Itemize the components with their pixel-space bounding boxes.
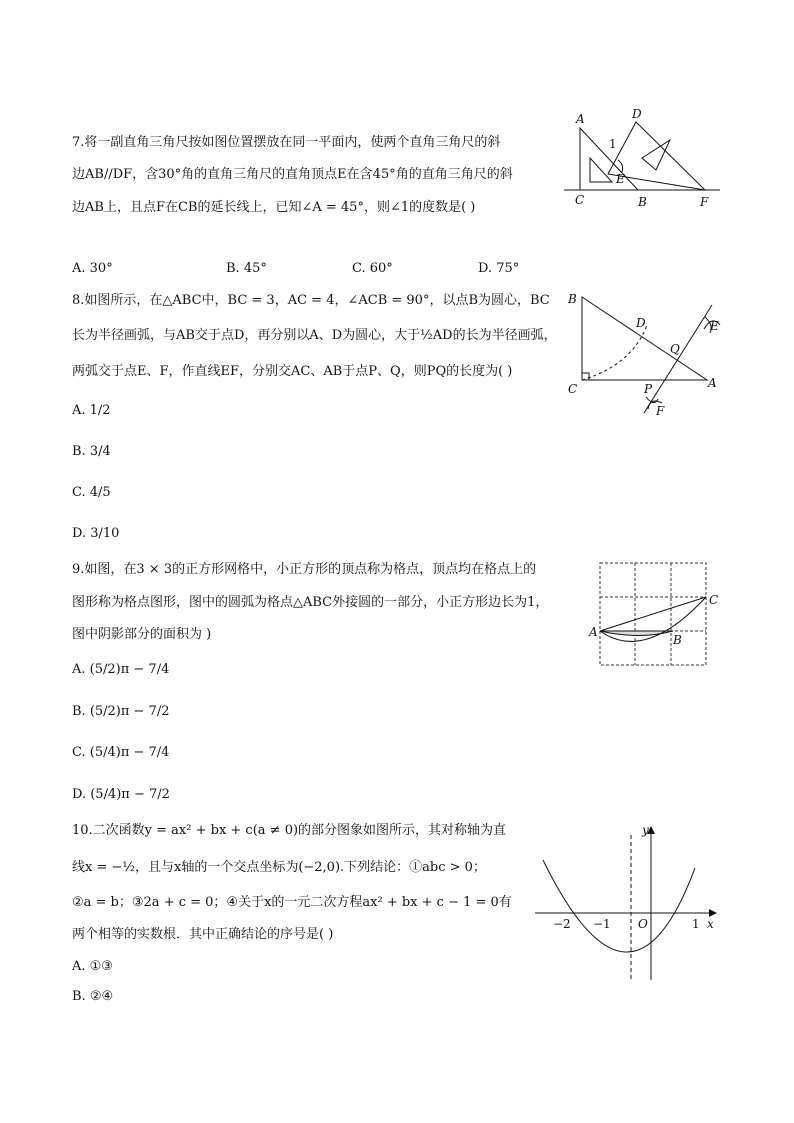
q9-option-d[interactable]: D. (5/4)π − 7/2 [72,787,170,802]
q9-line-1: 9.如图，在3 × 3的正方形网格中，小正方形的顶点称为格点，顶点均在格点上的 [72,562,537,577]
q10-axis-x-label: x [707,917,714,931]
q8-label-A: A [708,376,717,390]
q8-line-3: 两弧交于点E、F，作直线EF，分别交AC、AB于点P、Q，则PQ的长度为( ) [72,364,513,379]
q8-label-C: C [568,382,578,396]
q8-option-c[interactable]: C. 4/5 [72,485,111,500]
q7-label-A: A [576,112,585,126]
q8-label-B: B [568,292,577,306]
q7-line-2: 边AB//DF，含30°角的直角三角尺的直角顶点E在含45°角的直角三角尺的斜 [72,167,513,182]
q7-option-b[interactable]: B. 45° [226,261,267,276]
q9-option-a[interactable]: A. (5/2)π − 7/4 [72,662,170,677]
q8-label-Q: Q [670,342,680,356]
q7-label-F: F [700,195,709,209]
q10-tick-neg1: −1 [593,917,611,931]
q10-origin-label: O [638,917,648,931]
q8-option-b[interactable]: B. 3/4 [72,444,111,459]
q8-label-E: E [710,319,719,333]
q10-line-1: 10.二次函数y = ax² + bx + c(a ≠ 0)的部分图象如图所示，其对称轴为直 [72,823,507,838]
q7-option-a[interactable]: A. 30° [72,261,113,276]
q7-label-C: C [575,193,585,207]
q9-option-c[interactable]: C. (5/4)π − 7/4 [72,745,170,760]
q10-line-2: 线x = −½，且与x轴的一个交点坐标为(−2,0).下列结论：①abc > 0； [72,860,486,875]
q9-line-2: 图形称为格点图形，图中的圆弧为格点△ABC外接圆的一部分，小正方形边长为1， [72,595,549,610]
q7-option-c[interactable]: C. 60° [352,261,393,276]
q7-triangle-figure [560,100,730,215]
q8-line-2: 长为半径画弧，与AB交于点D，再分别以A、D为圆心，大于½AD的长为半径画弧， [72,328,557,343]
q10-line-4: 两个相等的实数根．其中正确结论的序号是( ) [72,927,334,942]
q7-line-3: 边AB上，且点F在CB的延长线上，已知∠A = 45°，则∠1的度数是( ) [72,200,476,215]
q8-triangle-figure [562,285,732,420]
q7-line-1: 7.将一副直角三角尺按如图位置摆放在同一平面内，使两个直角三角尺的斜 [72,135,501,150]
q7-label-E: E [616,172,625,186]
q8-option-d[interactable]: D. 3/10 [72,526,120,541]
q7-label-B: B [638,195,647,209]
q10-axis-y-label: y [642,823,649,837]
q9-label-A: A [589,625,598,639]
q10-option-a[interactable]: A. ①③ [72,959,113,974]
q8-label-D: D [636,316,646,330]
q8-option-a[interactable]: A. 1/2 [72,403,111,418]
q10-tick-1: 1 [692,917,700,931]
q7-label-D: D [632,107,642,121]
q7-option-d[interactable]: D. 75° [478,261,520,276]
q10-tick-neg2: −2 [553,917,571,931]
q8-label-F: F [656,404,665,418]
q8-line-1: 8.如图所示，在△ABC中，BC = 3，AC = 4，∠ACB = 90°，以点B为圆心，BC [72,293,550,308]
q10-line-3: ②a = b；③2a + c = 0；④关于x的一元二次方程ax² + bx + c − 1 = 0有 [72,895,512,910]
q9-label-C: C [709,593,719,607]
q10-parabola-figure [535,820,725,985]
q9-option-b[interactable]: B. (5/2)π − 7/2 [72,704,170,719]
q9-line-3: 图中阴影部分的面积为 ) [72,627,212,642]
q9-grid-figure [585,558,725,670]
q8-label-P: P [644,382,653,396]
q9-label-B: B [673,633,682,647]
q10-option-b[interactable]: B. ②④ [72,989,114,1004]
q7-label-1: 1 [609,137,617,151]
